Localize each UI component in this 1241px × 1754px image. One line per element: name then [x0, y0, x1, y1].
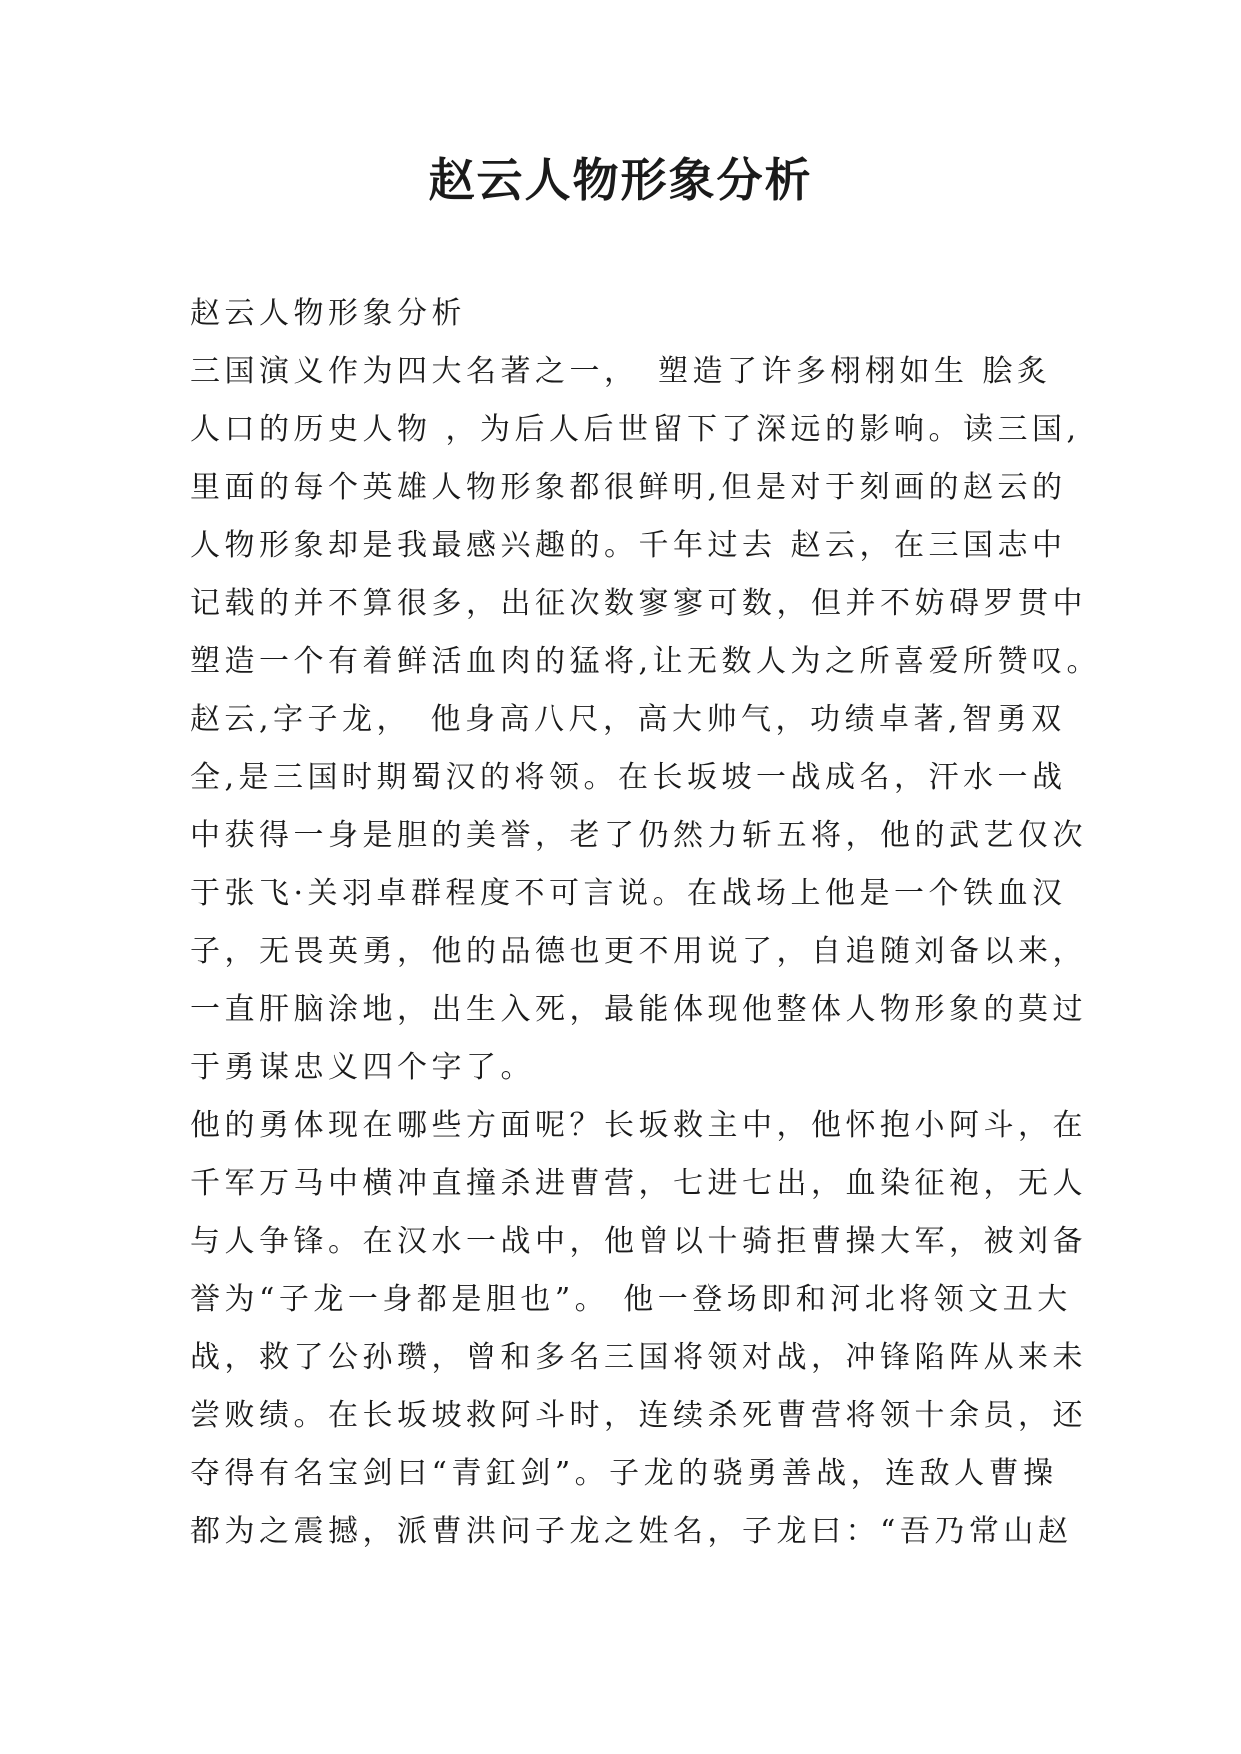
body-line: 人物形象却是我最感兴趣的。千年过去 赵云，在三国志中	[190, 528, 1067, 563]
body-line: 人口的历史人物 ，为后人后世留下了深远的影响。读三国,	[190, 412, 1081, 447]
body-line: 一直肝脑涂地，出生入死，最能体现他整体人物形象的莫过	[190, 992, 1087, 1027]
body-line: 子，无畏英勇，他的品德也更不用说了，自追随刘备以来，	[190, 934, 1087, 969]
body-line: 赵云,字子龙， 他身高八尺，高大帅气，功绩卓著,智勇双	[190, 702, 1066, 737]
body-line: 千军万马中横冲直撞杀进曹营，七进七出，血染征袍，无人	[190, 1166, 1087, 1201]
body-line: 里面的每个英雄人物形象都很鲜明,但是对于刻画的赵云的	[190, 470, 1067, 505]
body-line: 誉为“子龙一身都是胆也”。 他一登场即和河北将领文丑大	[190, 1282, 1072, 1317]
body-line: 塑造一个有着鲜活血肉的猛将,让无数人为之所喜爱所赞叹。	[190, 644, 1102, 679]
body-line: 全,是三国时期蜀汉的将领。在长坂坡一战成名，汗水一战	[190, 760, 1067, 795]
body-line: 赵云人物形象分析	[190, 296, 466, 331]
body-line: 尝败绩。在长坂坡救阿斗时，连续杀死曹营将领十余员，还	[190, 1398, 1087, 1433]
body-line: 记载的并不算很多，出征次数寥寥可数，但并不妨碍罗贯中	[190, 586, 1087, 621]
body-line: 与人争锋。在汉水一战中，他曾以十骑拒曹操大军，被刘备	[190, 1224, 1087, 1259]
document-body	[190, 285, 1102, 1561]
body-line: 三国演义作为四大名著之一， 塑造了许多栩栩如生 脍炙	[190, 354, 1052, 389]
body-line: 中获得一身是胆的美誉，老了仍然力斩五将，他的武艺仅次	[190, 818, 1087, 853]
body-line: 于张飞·关羽卓群程度不可言说。在战场上他是一个铁血汉	[190, 876, 1067, 911]
body-line: 他的勇体现在哪些方面呢？长坂救主中，他怀抱小阿斗，在	[190, 1108, 1087, 1143]
body-line: 于勇谋忠义四个字了。	[190, 1050, 535, 1085]
body-line: 战，救了公孙瓒，曾和多名三国将领对战，冲锋陷阵从来未	[190, 1340, 1087, 1375]
body-line: 夺得有名宝剑曰“青釭剑”。子龙的骁勇善战，连敌人曹操	[190, 1456, 1058, 1491]
body-line: 都为之震撼，派曹洪问子龙之姓名，子龙曰：“吾乃常山赵	[190, 1514, 1073, 1549]
page-title: 赵云人物形象分析	[428, 153, 813, 207]
